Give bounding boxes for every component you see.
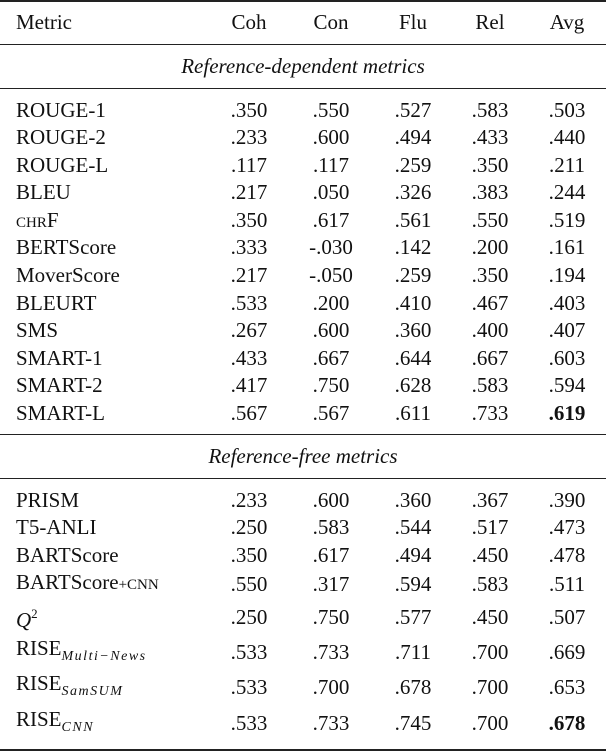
value-avg: .244 [548,180,586,205]
table-row [0,124,606,152]
value-rel: .200 [471,235,509,260]
metric-name: ROUGE-2 [16,125,106,150]
value-con: .567 [288,400,374,434]
metric-subscript: CNN [61,719,95,735]
value-flu: .326 [394,180,432,205]
metric-name: RISE [16,706,62,731]
value-coh: .350 [230,207,268,232]
value-coh: .233 [230,125,268,150]
value-con: .750 [312,604,350,629]
metric-name-cell [0,400,210,434]
metric-name: BLEU [16,180,71,205]
value-avg: .503 [548,97,586,122]
value-avg: .161 [548,235,586,260]
value-coh: .533 [210,706,288,751]
value-flu: .494 [394,125,432,150]
table-row [0,542,606,570]
value-avg: .653 [548,675,586,700]
value-coh: .550 [230,571,268,596]
value-con: .600 [312,125,350,150]
metric-name-cell [0,478,210,514]
metric-name: MoverScore [16,263,120,288]
value-rel: .583 [471,97,509,122]
table-row [0,290,606,318]
metric-name-cell [0,600,210,635]
metric-name-cell [0,317,210,345]
table-row [0,234,606,262]
metric-name-cell [0,234,210,262]
header-con: Con [288,1,374,44]
value-rel: .517 [471,515,509,540]
value-flu: .611 [374,400,452,434]
value-rel: .350 [471,152,509,177]
value-rel: .400 [471,318,509,343]
value-coh: .267 [230,318,268,343]
value-rel: .367 [471,487,509,512]
value-coh: .433 [230,345,268,370]
value-coh: .567 [210,400,288,434]
table-body [0,44,606,750]
value-avg: .511 [549,571,585,596]
value-flu: .360 [394,487,432,512]
value-con: .600 [312,487,350,512]
value-con: -.030 [309,235,353,260]
table-row [0,569,606,600]
table-row [0,207,606,235]
table-row [0,179,606,207]
value-avg: .407 [548,318,586,343]
value-avg: .594 [548,373,586,398]
value-rel: .450 [471,542,509,567]
value-coh: .217 [230,263,268,288]
table-row [0,706,606,751]
value-con: .583 [312,515,350,540]
metric-name-cell [0,207,210,235]
value-flu: .628 [394,373,432,398]
metric-name: RISE [16,671,62,696]
metric-name-cell [0,88,210,124]
table-row [0,478,606,514]
value-coh: .533 [230,639,268,664]
value-coh: .250 [230,604,268,629]
metric-name: RISE [16,635,62,660]
value-coh: .533 [230,675,268,700]
value-con: -.050 [309,263,353,288]
value-avg: .478 [548,542,586,567]
value-rel: .733 [452,400,528,434]
metric-subscript: SamSUM [61,684,124,700]
value-con: .733 [312,639,350,664]
value-flu: .544 [394,515,432,540]
metric-name-cell [0,290,210,318]
metric-name: SMART-2 [16,373,103,398]
metric-name: BARTScore [16,542,119,567]
value-con: .667 [312,345,350,370]
value-flu: .745 [374,706,452,751]
value-rel: .350 [471,263,509,288]
value-flu: .678 [394,675,432,700]
value-coh: .533 [230,290,268,315]
table-row [0,635,606,671]
header-avg: Avg [528,1,606,44]
value-flu: .259 [394,152,432,177]
value-con: .117 [313,152,349,177]
table-row [0,400,606,434]
table-row [0,262,606,290]
metric-name: PRISM [16,487,80,512]
value-avg: .603 [548,345,586,370]
metric-name: BLEURT [16,290,97,315]
value-avg: .507 [548,604,586,629]
header-rel: Rel [452,1,528,44]
metric-name-cell [0,542,210,570]
value-avg: .440 [548,125,586,150]
metric-name-cell [0,569,210,600]
metric-name: SMART-1 [16,345,103,370]
metric-name: BERTScore [16,235,117,260]
value-rel: .667 [471,345,509,370]
value-coh: .350 [230,542,268,567]
value-con: .200 [312,290,350,315]
header-metric: Metric [0,1,210,44]
metric-name: chr [16,207,47,232]
value-avg: .211 [549,152,585,177]
value-coh: .233 [230,487,268,512]
metric-name-cell [0,152,210,180]
value-rel: .550 [471,207,509,232]
value-avg: .669 [548,639,586,664]
value-flu: .142 [394,235,432,260]
value-coh: .250 [230,515,268,540]
table-row [0,317,606,345]
metric-name-cell [0,345,210,373]
value-rel: .700 [452,706,528,751]
value-coh: .417 [230,373,268,398]
table-row [0,345,606,373]
table-row [0,600,606,635]
metric-name: BARTScore [16,570,119,595]
table-row [0,88,606,124]
section-header-row [0,44,606,88]
metric-name-cell [0,635,210,671]
value-con: .700 [312,675,350,700]
value-rel: .450 [471,604,509,629]
value-coh: .350 [230,97,268,122]
table-row [0,670,606,706]
metric-name: SMS [16,318,59,343]
value-con: .750 [312,373,350,398]
value-flu: .594 [394,571,432,596]
table-row [0,514,606,542]
value-coh: .217 [230,180,268,205]
metric-name: SMART-L [16,401,105,426]
metric-name-cell [0,670,210,706]
value-rel: .383 [471,180,509,205]
metric-name-cell [0,124,210,152]
value-con: .550 [312,97,350,122]
table-row [0,152,606,180]
value-flu: .527 [394,97,432,122]
metric-name-suffix: +CNN [118,577,159,594]
metric-name-cell [0,372,210,400]
value-avg: .678 [528,706,606,751]
metric-name-cell [0,262,210,290]
metric-superscript: 2 [31,606,38,621]
value-avg: .473 [548,515,586,540]
value-coh: .333 [230,235,268,260]
value-con: .617 [312,207,350,232]
value-con: .617 [312,542,350,567]
value-avg: .403 [548,290,586,315]
metric-name-cell [0,706,210,751]
metric-name-suffix: F [46,207,59,232]
value-rel: .700 [471,639,509,664]
value-flu: .644 [394,345,432,370]
value-coh: .117 [231,152,267,177]
value-avg: .194 [548,263,586,288]
metric-subscript: Multi−News [61,648,147,664]
metric-name-cell [0,179,210,207]
value-con: .733 [288,706,374,751]
metric-name: ROUGE-L [16,152,109,177]
value-con: .317 [312,571,350,596]
metric-name: T5-ANLI [16,515,97,540]
value-flu: .711 [395,639,431,664]
value-rel: .433 [471,125,509,150]
value-avg: .619 [528,400,606,434]
section-title: Reference-free metrics [0,434,606,478]
metric-name-cell [0,514,210,542]
value-con: .050 [312,180,350,205]
value-flu: .494 [394,542,432,567]
value-flu: .360 [394,318,432,343]
metric-name: ROUGE-1 [16,97,106,122]
section-header-row [0,434,606,478]
header-coh: Coh [210,1,288,44]
section-title: Reference-dependent metrics [0,44,606,88]
table-row [0,372,606,400]
value-avg: .390 [548,487,586,512]
value-flu: .410 [394,290,432,315]
metric-name: Q [16,608,32,632]
header-flu: Flu [374,1,452,44]
value-rel: .700 [471,675,509,700]
value-con: .600 [312,318,350,343]
value-avg: .519 [548,207,586,232]
value-rel: .583 [471,373,509,398]
value-flu: .259 [394,263,432,288]
value-rel: .583 [471,571,509,596]
value-rel: .467 [471,290,509,315]
value-flu: .561 [394,207,432,232]
header-row [0,1,606,44]
value-flu: .577 [394,604,432,629]
